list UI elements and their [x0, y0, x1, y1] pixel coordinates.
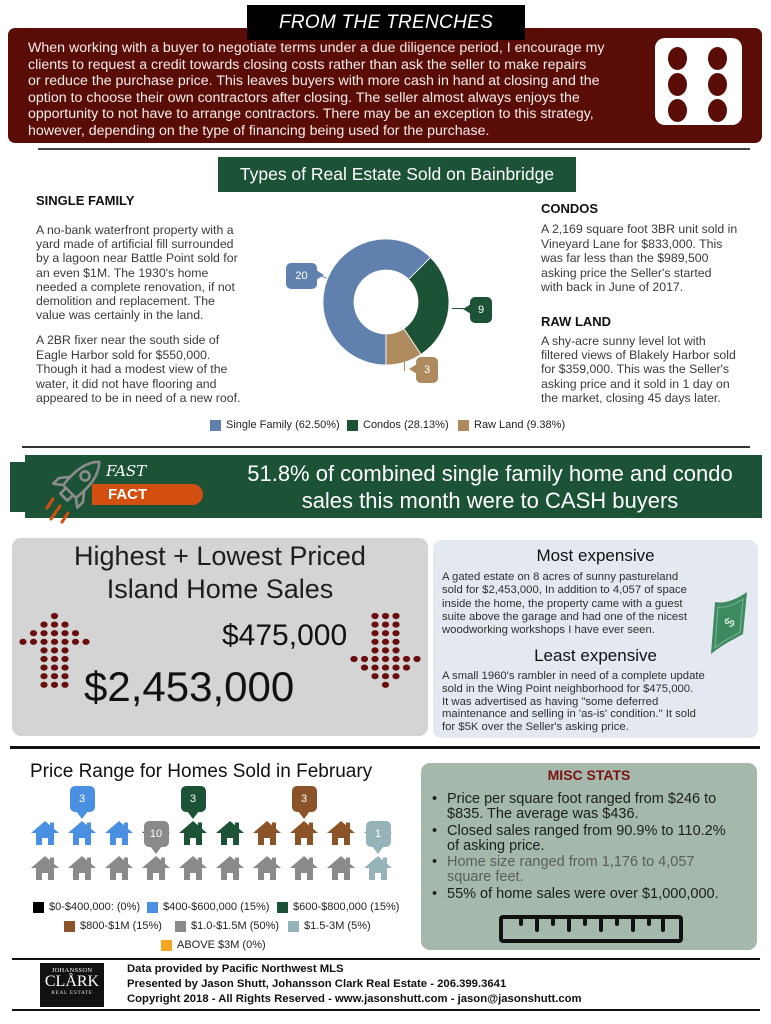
- house-icon: [68, 820, 96, 845]
- logo-line-top: JOHANSSON: [51, 967, 93, 974]
- johansson-clark-logo: [40, 963, 104, 1007]
- text-line: clients to request a credit towards closing costs rather than ask the seller to make repairs: [28, 56, 587, 73]
- logo-line-bottom: REAL ESTATE: [51, 990, 93, 996]
- single-family-paragraph-2: [36, 333, 240, 406]
- ruler-icon: [499, 915, 683, 943]
- text-line: sold in the Wing Point neighborhood for $475,000.: [442, 682, 694, 695]
- text-line: for $5K over the Seller's asking price.: [442, 721, 629, 734]
- text-line: A no-bank waterfront property with a: [36, 223, 234, 237]
- text-line: Highest + Lowest Priced: [74, 541, 366, 571]
- text-line: A small 1960's rambler in need of a complete update: [442, 670, 705, 682]
- svg-text:$: $: [720, 614, 739, 631]
- raw-land-heading: RAW LAND: [541, 314, 612, 329]
- legend-label: $400-$600,000 (15%): [163, 901, 270, 913]
- text-line: for $359,000. This was the Seller's: [541, 362, 730, 377]
- text-line: asking price the Seller's started: [541, 265, 712, 280]
- section-divider: [38, 148, 750, 150]
- text-line: Vineyard Lane for $833,000. This: [541, 236, 723, 251]
- legend-raw-land: [458, 418, 565, 432]
- house-icon: [179, 855, 207, 880]
- dice-pip: [708, 47, 727, 70]
- text-line: inside the home, the property came with a guest: [442, 597, 683, 610]
- text-line: of asking price.: [447, 837, 545, 854]
- fast-fact-label: FAST: [106, 462, 147, 480]
- house-icon: [105, 855, 133, 880]
- lowest-price-value: $475,000: [222, 619, 348, 652]
- text-line: filtered views of Blakely Harbor sold: [541, 348, 736, 363]
- count-callout: 3: [181, 786, 206, 812]
- section-divider: [10, 746, 760, 749]
- text-line: Copyright 2018 - All Rights Reserved - www.jasonshutt.com - jason@jasonshutt.com: [127, 993, 582, 1005]
- dice-pip: [668, 73, 687, 96]
- legend-label: $800-$1M (15%): [80, 920, 162, 932]
- house-icon: [290, 820, 318, 845]
- condos-heading: CONDOS: [541, 201, 599, 216]
- misc-stat-item: [430, 824, 750, 855]
- dice-pip: [708, 99, 727, 122]
- raw-land-value-label: 3: [416, 357, 438, 383]
- house-icon: [290, 855, 318, 880]
- legend-swatch: [347, 420, 358, 431]
- legend-label: Condos (28.13%): [363, 419, 449, 431]
- text-line: 51.8% of combined single family home and condo: [247, 461, 733, 486]
- fast-fact-statement: [220, 460, 760, 514]
- legend-swatch: [458, 420, 469, 431]
- legend-above-3m: [161, 938, 266, 952]
- text-line: suite above the garage and had one of the nicest: [442, 610, 687, 623]
- text-line: option to choose their own contractors after closing. The seller almost always enjoys the: [28, 89, 580, 106]
- text-line: Island Home Sales: [106, 574, 334, 604]
- legend-single-family: [210, 418, 340, 432]
- text-line: maintenance and selling in 'as-is' condition." It sold: [442, 708, 696, 721]
- legend-label: ABOVE $3M (0%): [177, 939, 266, 951]
- count-callout: 10: [144, 821, 169, 847]
- legend-swatch: [64, 921, 75, 932]
- text-line: Eagle Harbor sold for $550,000.: [36, 347, 211, 362]
- house-icon: [253, 855, 281, 880]
- house-icon: [216, 855, 244, 880]
- house-icon: [31, 855, 59, 880]
- house-icon: [327, 820, 355, 845]
- legend-800k-1m: [64, 919, 162, 933]
- misc-stat-item: [430, 792, 750, 823]
- legend-1-5-3m: [288, 919, 371, 933]
- footer-bottom-divider: [12, 1009, 760, 1011]
- legend-0-400k: [33, 900, 140, 914]
- legend-swatch: [288, 921, 299, 932]
- leader-line: [404, 362, 405, 371]
- text-line: water, it did not have flooring and: [36, 376, 217, 391]
- text-line: an even $1M. The 1930's home: [36, 265, 209, 280]
- single-family-heading: SINGLE FAMILY: [36, 193, 135, 208]
- text-line: however, depending on the type of financing being used for the purchase.: [28, 122, 490, 139]
- misc-stats-list: [430, 792, 750, 903]
- text-line: 55% of home sales were over $1,000,000.: [447, 885, 719, 902]
- dice-pip: [668, 47, 687, 70]
- count-callout: 3: [70, 786, 95, 812]
- types-section-title: Types of Real Estate Sold on Bainbridge: [218, 157, 576, 192]
- trenches-title: FROM THE TRENCHES: [247, 5, 525, 40]
- legend-swatch: [147, 902, 158, 913]
- text-line: by a lagoon near Battle Point sold for: [36, 251, 238, 266]
- least-expensive-paragraph: [442, 670, 705, 734]
- text-line: opportunity to not have to arrange contractors. There may be an exception to this strategy,: [28, 106, 594, 123]
- price-extremes-title: [12, 540, 428, 606]
- most-expensive-heading: Most expensive: [536, 546, 655, 565]
- text-line: $835. The average was $436.: [447, 806, 639, 823]
- legend-label: $1.0-$1.5M (50%): [191, 920, 280, 932]
- bullet-icon: •: [432, 791, 438, 807]
- text-line: It was advertised as having "some deferred: [442, 695, 659, 708]
- fast-fact-badge: FACT: [92, 484, 203, 505]
- legend-swatch: [175, 921, 186, 932]
- bullet-icon: •: [432, 822, 438, 839]
- raw-land-paragraph: [541, 334, 736, 405]
- text-line: Though it had a modest view of the: [36, 362, 228, 376]
- text-line: the market, closing 45 days later.: [541, 390, 721, 405]
- section-divider: [22, 446, 750, 448]
- house-icon: [216, 820, 244, 845]
- text-line: or reduce the purchase price. This leaves buyers with more cash in hand at closing and the: [28, 73, 600, 90]
- house-icon: [105, 820, 133, 845]
- text-line: Closed sales ranged from 90.9% to 110.2%: [447, 822, 726, 839]
- text-line: square feet.: [447, 869, 524, 886]
- trenches-paragraph: [28, 40, 605, 140]
- legend-label: Raw Land (9.38%): [474, 419, 566, 431]
- legend-600-800k: [277, 900, 399, 914]
- text-line: sales this month were to CASH buyers: [301, 488, 679, 513]
- bullet-icon: •: [432, 885, 438, 902]
- arrow-up-icon: [18, 612, 92, 690]
- text-line: with back in June of 2017.: [541, 280, 684, 294]
- highest-price-value: $2,453,000: [84, 663, 295, 710]
- legend-condos: [347, 418, 449, 432]
- condos-value-label: 9: [470, 297, 492, 323]
- legend-swatch: [277, 902, 288, 913]
- text-line: When working with a buyer to negotiate terms under a due diligence period, I encourage my: [28, 40, 605, 56]
- text-line: A shy-acre sunny level lot with: [541, 334, 706, 348]
- dice-six-icon: [655, 38, 742, 125]
- text-line: yard made of artificial fill surrounded: [36, 237, 234, 252]
- text-line: Price per square foot ranged from $246 to: [447, 791, 717, 807]
- rocket-icon: [38, 455, 110, 530]
- footer-top-divider: [12, 958, 760, 960]
- text-line: value was certainly in the land.: [36, 308, 204, 323]
- dice-pip: [708, 73, 727, 96]
- fast-fact-ribbon-tab: [10, 462, 26, 512]
- house-icon: [327, 855, 355, 880]
- house-icon: [31, 820, 59, 845]
- dice-pip: [668, 99, 687, 122]
- text-line: Home size ranged from 1,176 to 4,057: [447, 854, 695, 871]
- logo-line-main: CLÅRK: [44, 973, 100, 990]
- house-icon: [68, 855, 96, 880]
- legend-swatch: [210, 420, 221, 431]
- price-range-title: Price Range for Homes Sold in February: [30, 761, 373, 782]
- legend-swatch: [161, 940, 172, 951]
- least-expensive-heading: Least expensive: [534, 646, 657, 665]
- arrow-down-icon: [349, 612, 423, 690]
- misc-stats-title: MISC STATS: [547, 767, 631, 783]
- legend-label: Single Family (62.50%): [226, 419, 340, 431]
- legend-label: $0-$400,000: (0%): [49, 901, 141, 913]
- footer-credits: [127, 962, 582, 1007]
- bullet-icon: •: [432, 854, 438, 871]
- house-icon: [179, 820, 207, 845]
- text-line: A gated estate on 8 acres of sunny pastureland: [442, 571, 679, 583]
- text-line: A 2BR fixer near the south side of: [36, 333, 220, 347]
- most-expensive-paragraph: [442, 571, 687, 637]
- single-family-value-label: 20: [286, 263, 317, 289]
- legend-400-600k: [147, 900, 269, 914]
- text-line: demolition and replacement. The: [36, 294, 215, 309]
- property-type-donut-chart: [316, 232, 456, 372]
- text-line: sold for $2,453,000, In addition to 4,057 of space: [442, 584, 687, 597]
- text-line: needed a complete renovation, if not: [36, 279, 235, 294]
- house-icon: [364, 855, 392, 880]
- text-line: woodworking workshops I have ever seen.: [442, 624, 655, 637]
- text-line: was far less than the $989,500: [541, 251, 709, 265]
- misc-stat-item: [430, 887, 750, 902]
- text-line: A 2,169 square foot 3BR unit sold in: [541, 222, 738, 236]
- legend-label: $600-$800,000 (15%): [293, 901, 400, 913]
- text-line: appeared to be in need of a new roof.: [36, 391, 241, 405]
- count-callout: 1: [366, 821, 391, 847]
- text-line: Data provided by Pacific Northwest MLS: [127, 963, 344, 975]
- misc-stat-item: [430, 855, 750, 886]
- text-line: Presented by Jason Shutt, Johansson Clark Real Estate - 206.399.3641: [127, 978, 507, 990]
- count-callout: 3: [292, 786, 317, 812]
- condos-paragraph: [541, 222, 737, 295]
- legend-swatch: [33, 902, 44, 913]
- house-icon: [253, 820, 281, 845]
- legend-1-1-5m: [175, 919, 279, 933]
- legend-label: $1.5-3M (5%): [304, 920, 371, 932]
- text-line: asking price and it sold in 1 day on: [541, 376, 730, 391]
- house-icon: [142, 855, 170, 880]
- single-family-paragraph-1: [36, 223, 238, 322]
